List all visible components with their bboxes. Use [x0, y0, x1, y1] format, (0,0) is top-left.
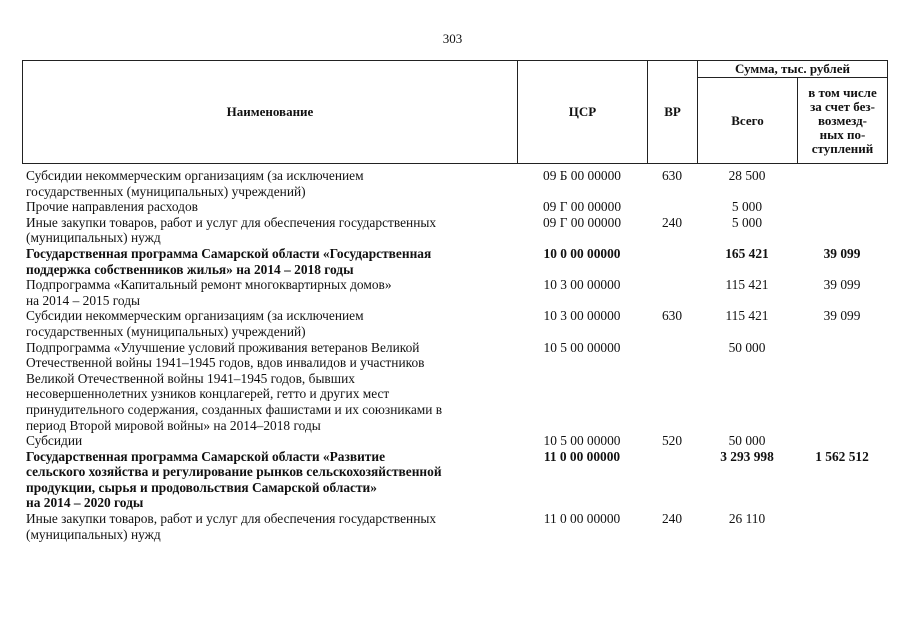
row-csr: 10 0 00 00000: [543, 245, 621, 261]
header-csr: ЦСР: [518, 61, 648, 164]
row-vr: 520: [661, 433, 683, 449]
row-csr: 11 0 00 00000: [543, 511, 621, 527]
row-csr: 10 5 00 00000: [543, 433, 621, 449]
row-name-line: Иные закупки товаров, работ и услуг для обеспечения государственных: [26, 214, 437, 230]
row-total: 115 421: [725, 308, 769, 324]
row-grant: [797, 199, 887, 215]
row-vr: [647, 340, 697, 434]
row-total: 28 500: [728, 168, 766, 183]
row-name-line: Иные закупки товаров, работ и услуг для обеспечения государственных: [26, 511, 437, 527]
header-sum: Сумма, тыс. рублей: [698, 61, 888, 78]
header-total: Всего: [698, 78, 798, 164]
header-name: Наименование: [23, 61, 518, 164]
row-grant: [797, 340, 887, 434]
row-name-line: продукции, сырья и продовольствия Самарской области»: [26, 479, 377, 495]
row-name-line: Государственная программа Самарской области «Государственная: [26, 245, 432, 261]
table-row: [22, 308, 887, 339]
row-name-line: поддержка собственников жилья» на 2014 – 2018 годы: [26, 261, 354, 277]
row-name-line: (муниципальных) нужд: [26, 526, 161, 542]
row-csr: 10 3 00 00000: [543, 277, 621, 293]
page-number: 303: [442, 31, 463, 46]
header-grant: [798, 78, 888, 164]
row-name-line: Великой Отечественной войны 1941–1945 годов, бывших: [26, 370, 355, 386]
row-name-line: Субсидии некоммерческим организациям (за исключением: [26, 308, 364, 324]
table-body: [22, 168, 887, 542]
row-vr: [647, 199, 697, 215]
row-name-line: государственных (муниципальных) учреждений): [26, 323, 306, 339]
row-name-line: несовершеннолетних узников концлагерей, гетто и других мест: [26, 386, 390, 402]
row-name-line: Отечественной войны 1941–1945 годов, вдов инвалидов и участников: [26, 355, 425, 371]
row-grant: [797, 215, 887, 246]
row-name-line: на 2014 – 2015 годы: [26, 292, 141, 308]
table-row: [22, 340, 887, 434]
table-row: [22, 168, 887, 199]
table-row: [22, 449, 887, 511]
row-total: 5 000: [731, 214, 763, 230]
row-name: [22, 277, 517, 308]
row-csr: 10 3 00 00000: [543, 308, 621, 324]
header-grant-line: в том числе: [808, 84, 877, 100]
row-csr: 09 Б 00 00000: [543, 168, 621, 183]
row-name: [22, 511, 517, 542]
header-grant-line: ступлений: [811, 140, 874, 156]
row-name: [22, 433, 517, 449]
row-name-line: Подпрограмма «Капитальный ремонт многоквартирных домов»: [26, 277, 392, 293]
row-grant: 39 099: [823, 308, 861, 324]
row-name: [22, 215, 517, 246]
row-total: 3 293 998: [720, 448, 774, 464]
row-name: [22, 168, 517, 199]
row-name: [22, 246, 517, 277]
header-vr: ВР: [648, 61, 698, 164]
row-name: [22, 449, 517, 511]
row-name-line: принудительного содержания, созданных фашистами и их союзниками в: [26, 401, 443, 417]
header-grant-line: возмезд-: [818, 112, 867, 128]
row-csr: 11 0 00 00000: [543, 448, 621, 464]
table-header: [22, 60, 888, 164]
row-name-line: Субсидии некоммерческим организациям (за исключением: [26, 168, 364, 183]
row-grant: 1 562 512: [815, 448, 869, 464]
row-total: 26 110: [728, 511, 766, 527]
table-row: [22, 511, 887, 542]
row-vr: [647, 246, 697, 277]
row-name-line: (муниципальных) нужд: [26, 230, 161, 246]
table-row: [22, 277, 887, 308]
row-name-line: период Второй мировой войны» на 2014–2018 годы: [26, 417, 321, 433]
row-total: 115 421: [725, 277, 769, 293]
table-row: [22, 433, 887, 449]
header-grant-line: за счет без-: [810, 98, 875, 114]
row-grant: [797, 168, 887, 199]
row-csr: 09 Г 00 00000: [542, 199, 622, 215]
row-vr: 240: [661, 214, 683, 230]
row-grant: 39 099: [823, 277, 861, 293]
row-name-line: Подпрограмма «Улучшение условий проживания ветеранов Великой: [26, 339, 420, 355]
row-vr: 630: [661, 308, 683, 324]
row-vr: 630: [661, 168, 683, 183]
row-csr: 10 5 00 00000: [543, 339, 621, 355]
row-total: 50 000: [728, 433, 766, 449]
row-total: 50 000: [728, 339, 766, 355]
row-name-line: Субсидии: [26, 433, 83, 449]
row-total: 165 421: [725, 245, 769, 261]
row-total: 5 000: [731, 199, 763, 215]
row-vr: [647, 449, 697, 511]
row-csr: 09 Г 00 00000: [542, 214, 622, 230]
row-name-line: Государственная программа Самарской области «Развитие: [26, 448, 386, 464]
row-name-line: Прочие направления расходов: [26, 199, 198, 215]
row-grant: [797, 433, 887, 449]
row-name-line: сельского хозяйства и регулирование рынков сельскохозяйственной: [26, 464, 442, 480]
row-name: [22, 340, 517, 434]
table-row: [22, 199, 887, 215]
row-vr: [647, 277, 697, 308]
row-name-line: государственных (муниципальных) учреждений): [26, 183, 306, 199]
row-name: [22, 308, 517, 339]
table-row: [22, 246, 887, 277]
row-name-line: на 2014 – 2020 годы: [26, 495, 144, 511]
row-vr: 240: [661, 511, 683, 527]
row-name: [22, 199, 517, 215]
header-grant-line: ных по-: [819, 126, 866, 142]
table-row: [22, 215, 887, 246]
row-grant: 39 099: [823, 245, 861, 261]
row-grant: [797, 511, 887, 542]
